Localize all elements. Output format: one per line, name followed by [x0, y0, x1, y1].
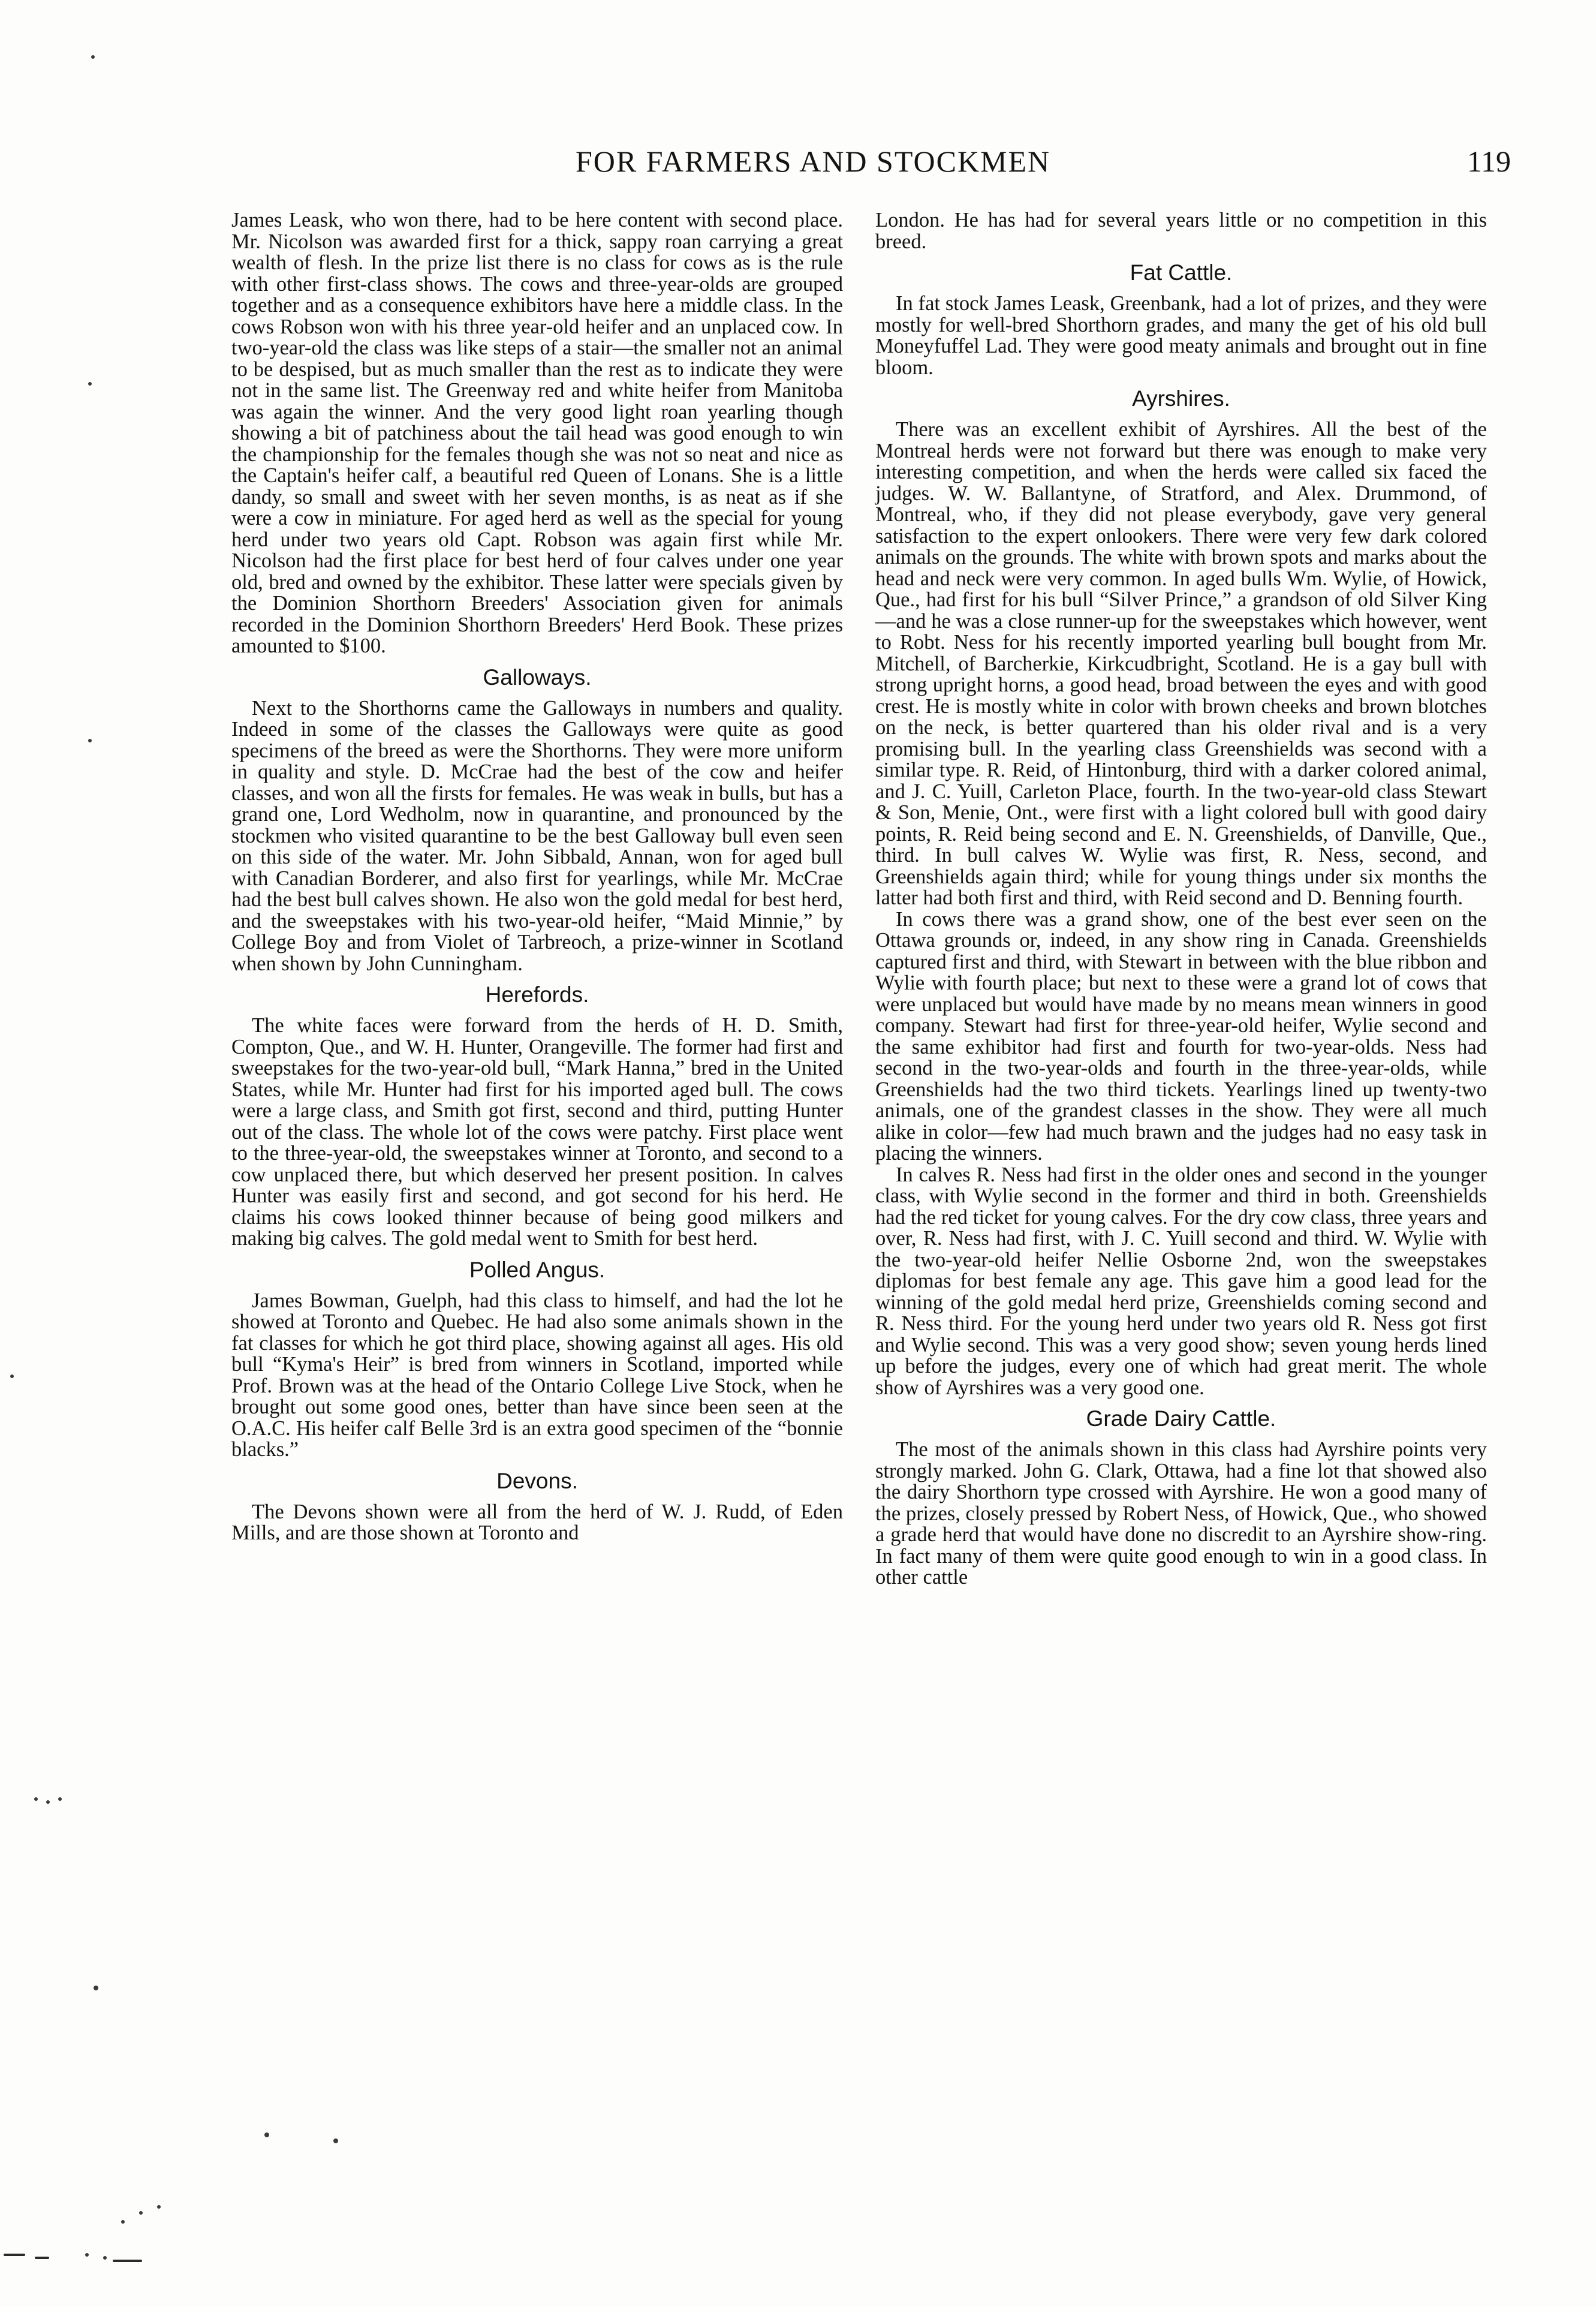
heading-grade-dairy-cattle: Grade Dairy Cattle.: [1086, 1406, 1276, 1431]
paragraph-devons-continuation: London. He has had for several years little or no competition in this breed.: [875, 209, 1487, 253]
speck: [333, 2138, 338, 2143]
page-number: 119: [1466, 145, 1511, 178]
heading-fat-cattle: Fat Cattle.: [1130, 260, 1233, 285]
paragraph-ayrshires-1: There was an excellent exhibit of Ayrshires. All the best of the Montreal herds were not forward but there was enough to make very interesting competition, and when the herds were called six faced the judges. W. W. Ballantyne, of Stratford, and Alex. Drummond, of Montreal, who, if they did not please everybody, gave very general satisfaction to the expert onlookers. There were very few dark colored animals on the grounds. The white with brown spots and marks about the head and neck were very common. In aged bulls Wm. Wylie, of Howick, Que., had first for his bull “Silver Prince,” a grandson of old Silver King—and he was a close runner-up for the sweepstakes which however, went to Robt. Ness for his recently imported yearling bull bought from Mr. Mitchell, of Barcherkie, Kirkcudbright, Scotland. He is a gay bull with strong upright horns, a good head, broad between the eyes and with good crest. He is mostly white in color with brown cheeks and brown blotches on the neck, is better quartered than his older rival and is a very promising bull. In the yearling class Greenshields was second with a similar type. R. Reid, of Hintonburg, third with a darker colored animal, and J. C. Yuill, Carleton Place, fourth. In the two-year-old class Stewart & Son, Menie, Ont., were first with a light colored bull with good dairy points, R. Reid being second and E. N. Greenshields, of Danville, Que., third. In bull calves W. Wylie was first, R. Ness, second, and Greenshields again third; while for young things under six months the latter had both first and third, with Reid second and D. Benning fourth.: [875, 418, 1487, 909]
speck: [46, 1800, 50, 1804]
paragraph-galloways: Next to the Shorthorns came the Galloways in numbers and quality. Indeed in some of the classes the Galloways were quite as good specimens of the breed as were the Shorthorns. They were more uniform in quality and style. D. McCrae had the best of the cow and heifer classes, and won all the firsts for females. He was weak in bulls, but has a grand one, Lord Wedholm, now in quarantine, and pronounced by the stockmen who visited quarantine to be the best Galloway bull even seen on this side of the water. Mr. John Sibbald, Annan, won for aged bull with Canadian Borderer, and also first for yearlings, while Mr. McCrae had the best bull calves shown. He also won the gold medal for best herd, and the sweepstakes with his two-year-old heifer, “Maid Minnie,” by College Boy and from Violet of Tarbreoch, a prize-winner in Scotland when shown by John Cunningham.: [231, 696, 843, 975]
speck: [88, 739, 92, 742]
paragraph-herefords: The white faces were forward from the herds of H. D. Smith, Compton, Que., and W. H. Hunter, Orangeville. The former had first and sweepstakes for the two-year-old bull, “Mark Hanna,” bred in the United States, while Mr. Hunter had first for his imported aged bull. The cows were a large class, and Smith got first, second and third, putting Hunter out of the class. The whole lot of the cows were patchy. First place went to the three-year-old, the sweepstakes winner at Toronto, and second to a cow unplaced there, but which deserved her present position. In calves Hunter was easily first and second, and got second for his herd. He claims his cows looked thinner because of being good milkers and making big calves. The gold medal went to Smith for best herd.: [231, 1014, 843, 1250]
paragraph-ayrshires-2: In cows there was a grand show, one of the best ever seen on the Ottawa grounds or, indeed, in any show ring in Canada. Greenshields captured first and third, with Stewart in between with the blue ribbon and Wylie with fourth place; but next to these were a grand lot of cows that were unplaced but would have made by no means mean winners in good company. Stewart had first for three-year-old heifer, Wylie second and the same exhibitor had first and fourth for two-year-olds. Ness had second in the two-year-olds and fourth in the three-year-olds, while Greenshields had the two third tickets. Yearlings lined up twenty-two animals, one of the grandest classes in the show. They were all much alike in color—few had much brawn and the judges had no easy task in placing the winners.: [875, 907, 1487, 1165]
speck: [10, 1374, 14, 1378]
speck: [85, 2253, 89, 2257]
heading-galloways: Galloways.: [483, 664, 592, 690]
paragraph-ayrshires-3: In calves R. Ness had first in the older ones and second in the younger class, with Wylie second in the former and third in both. Greenshields had the red ticket for young calves. For the dry cow class, three years and over, R. Ness had first, with J. C. Yuill second and third. W. Wylie with the two-year-old heifer Nellie Osborne 2nd, won the sweepstakes diplomas for best female any age. This gave him a good lead for the winning of the gold medal herd prize, Greenshields coming second and R. Ness third. For the young herd under two years old R. Ness got first and Wylie second. This was a very good show; seven young herds lined up before the judges, every one of which had great merit. The whole show of Ayrshires was a very good one.: [875, 1163, 1487, 1399]
paragraph-shorthorn-continuation: James Leask, who won there, had to be here content with second place. Mr. Nicolson was awarded first for a thick, sappy roan carrying a great wealth of flesh. In the prize list there is no class for cows as is the rule with other first-class shows. The cows and three-year-olds are grouped together and as a consequence exhibitors have here a middle class. In the cows Robson won with his three year-old heifer and an unplaced cow. In two-year-old the class was like steps of a stair—the smaller not an animal to be despised, but as much smaller than the rest as to indicate they were not in the same list. The Greenway red and white heifer from Manitoba was again the winner. And the very good light roan yearling though showing a bit of patchiness about the tail head was good enough to win the championship for the females though she was not so neat and nice as the Captain's heifer calf, a beautiful red Queen of Lonans. She is a little dandy, so small and sweet with her seven months, is as neat as if she were a cow in miniature. For aged herd as well as the special for young herd under two years old Capt. Robson was again first while Mr. Nicolson had the first place for best herd of four calves under one year old, bred and owned by the exhibitor. These latter were specials given by the Dominion Shorthorn Breeders' Association given for animals recorded in the Dominion Shorthorn Breeders' Herd Book. These prizes amounted to $100.: [231, 209, 843, 657]
running-title: FOR FARMERS AND STOCKMEN: [576, 145, 1051, 178]
speck: [121, 2220, 125, 2224]
heading-devons: Devons.: [496, 1468, 578, 1493]
heading-polled-angus: Polled Angus.: [469, 1257, 606, 1282]
speck: [91, 55, 95, 59]
speck: [58, 1797, 62, 1801]
speck: [157, 2205, 161, 2209]
speck: [94, 1986, 98, 1990]
heading-herefords: Herefords.: [485, 982, 589, 1007]
paragraph-polled-angus: James Bowman, Guelph, had this class to himself, and had the lot he showed at Toronto and Quebec. He had also some animals shown in the fat classes for which he got third place, showing against all ages. His old bull “Kyma's Heir” is bred from winners in Scotland, imported while Prof. Brown was at the head of the Ontario College Live Stock, when he brought out some good ones, better than have since been seen at the O.A.C. His heifer calf Belle 3rd is an extra good specimen of the “bonnie blacks.”: [231, 1289, 843, 1461]
paragraph-fat-cattle: In fat stock James Leask, Greenbank, had a lot of prizes, and they were mostly for well-bred Shorthorn grades, and many the get of his old bull Moneyfuffel Lad. They were good meaty animals and brought out in fine bloom.: [875, 292, 1487, 379]
paragraph-devons: The Devons shown were all from the herd of W. J. Rudd, of Eden Mills, and are those shown at Toronto and: [231, 1500, 843, 1544]
heading-ayrshires: Ayrshires.: [1132, 386, 1230, 411]
paragraph-grade-dairy-cattle: The most of the animals shown in this class had Ayrshire points very strongly marked. John G. Clark, Ottawa, had a fine lot that showed also the dairy Shorthorn type crossed with Ayrshire. He won a good many of the prizes, closely pressed by Robert Ness, of Howick, Que., who showed a grade herd that would have done no discredit to an Ayrshire show-ring. In fact many of them were quite good enough to win in a good class. In other cattle: [875, 1438, 1487, 1589]
speck: [139, 2211, 143, 2215]
speck: [264, 2132, 269, 2137]
speck: [88, 382, 92, 386]
speck: [103, 2256, 107, 2260]
speck: [34, 1797, 38, 1801]
